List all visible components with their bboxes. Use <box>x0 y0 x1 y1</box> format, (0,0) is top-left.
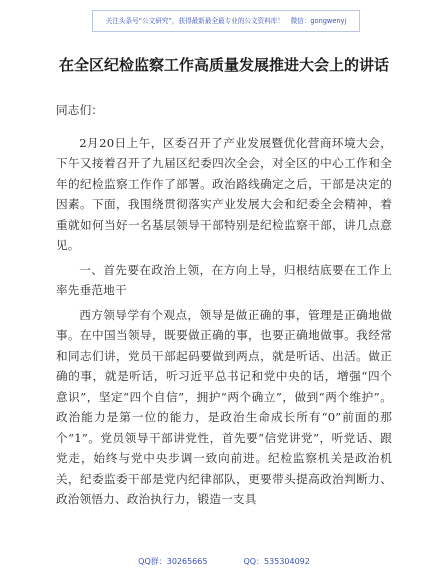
qq-group-text: QQ群：30265665 <box>138 557 208 566</box>
qq-text: QQ：535304092 <box>243 557 310 566</box>
paragraph: 2月20日上午，区委召开了产业发展暨优化营商环境大会，下午又接着召开了九届区纪委四次全会，对全区的中心工作和全年的纪检监察工作作了部署。政治路线确定之后，干部是决定的因素。下面，我围绕贯彻落实产业发展大会和纪委全会精神，着重就如何当好一名基层领导干部特别是纪检监察干部，讲几点意见。 <box>56 135 392 252</box>
header-banner: 关注头条号“公文研究”，获得最新最全最专业的公文资料库！ 微信：gongwenyj <box>92 10 360 32</box>
salutation: 同志们： <box>56 103 104 117</box>
document-body <box>56 100 392 514</box>
section-heading: 一、首先要在政治上领，在方向上导，归根结底要在工作上率先垂范地干 <box>56 262 392 297</box>
paragraph: 西方领导学有个观点，领导是做正确的事，管理是正确地做事。在中国当领导，既要做正确的事，也要正确地做事。我经常和同志们讲，党员干部起码要做到两点，就是听话、出活。做正确的事，就是听话，听习近平总书记和党中央的话，增强“四个意识”，坚定“四个自信”，拥护“两个确立”，做到“两个维护”。政治能力是第一位的能力，是政治生命成长所有“0”前面的那个“1”。党员领导干部讲党性，首先要“信党讲党”，听党话、跟党走，始终与党中央步调一致向前进。纪检监察机关是政治机关，纪委监委干部是党内纪律部队，更要带头提高政治判断力、政治领悟力、政治执行力，锻造一支具 <box>56 307 392 506</box>
footer-contact <box>0 556 448 567</box>
document-title: 在全区纪检监察工作高质量发展推进大会上的讲话 <box>58 56 389 74</box>
